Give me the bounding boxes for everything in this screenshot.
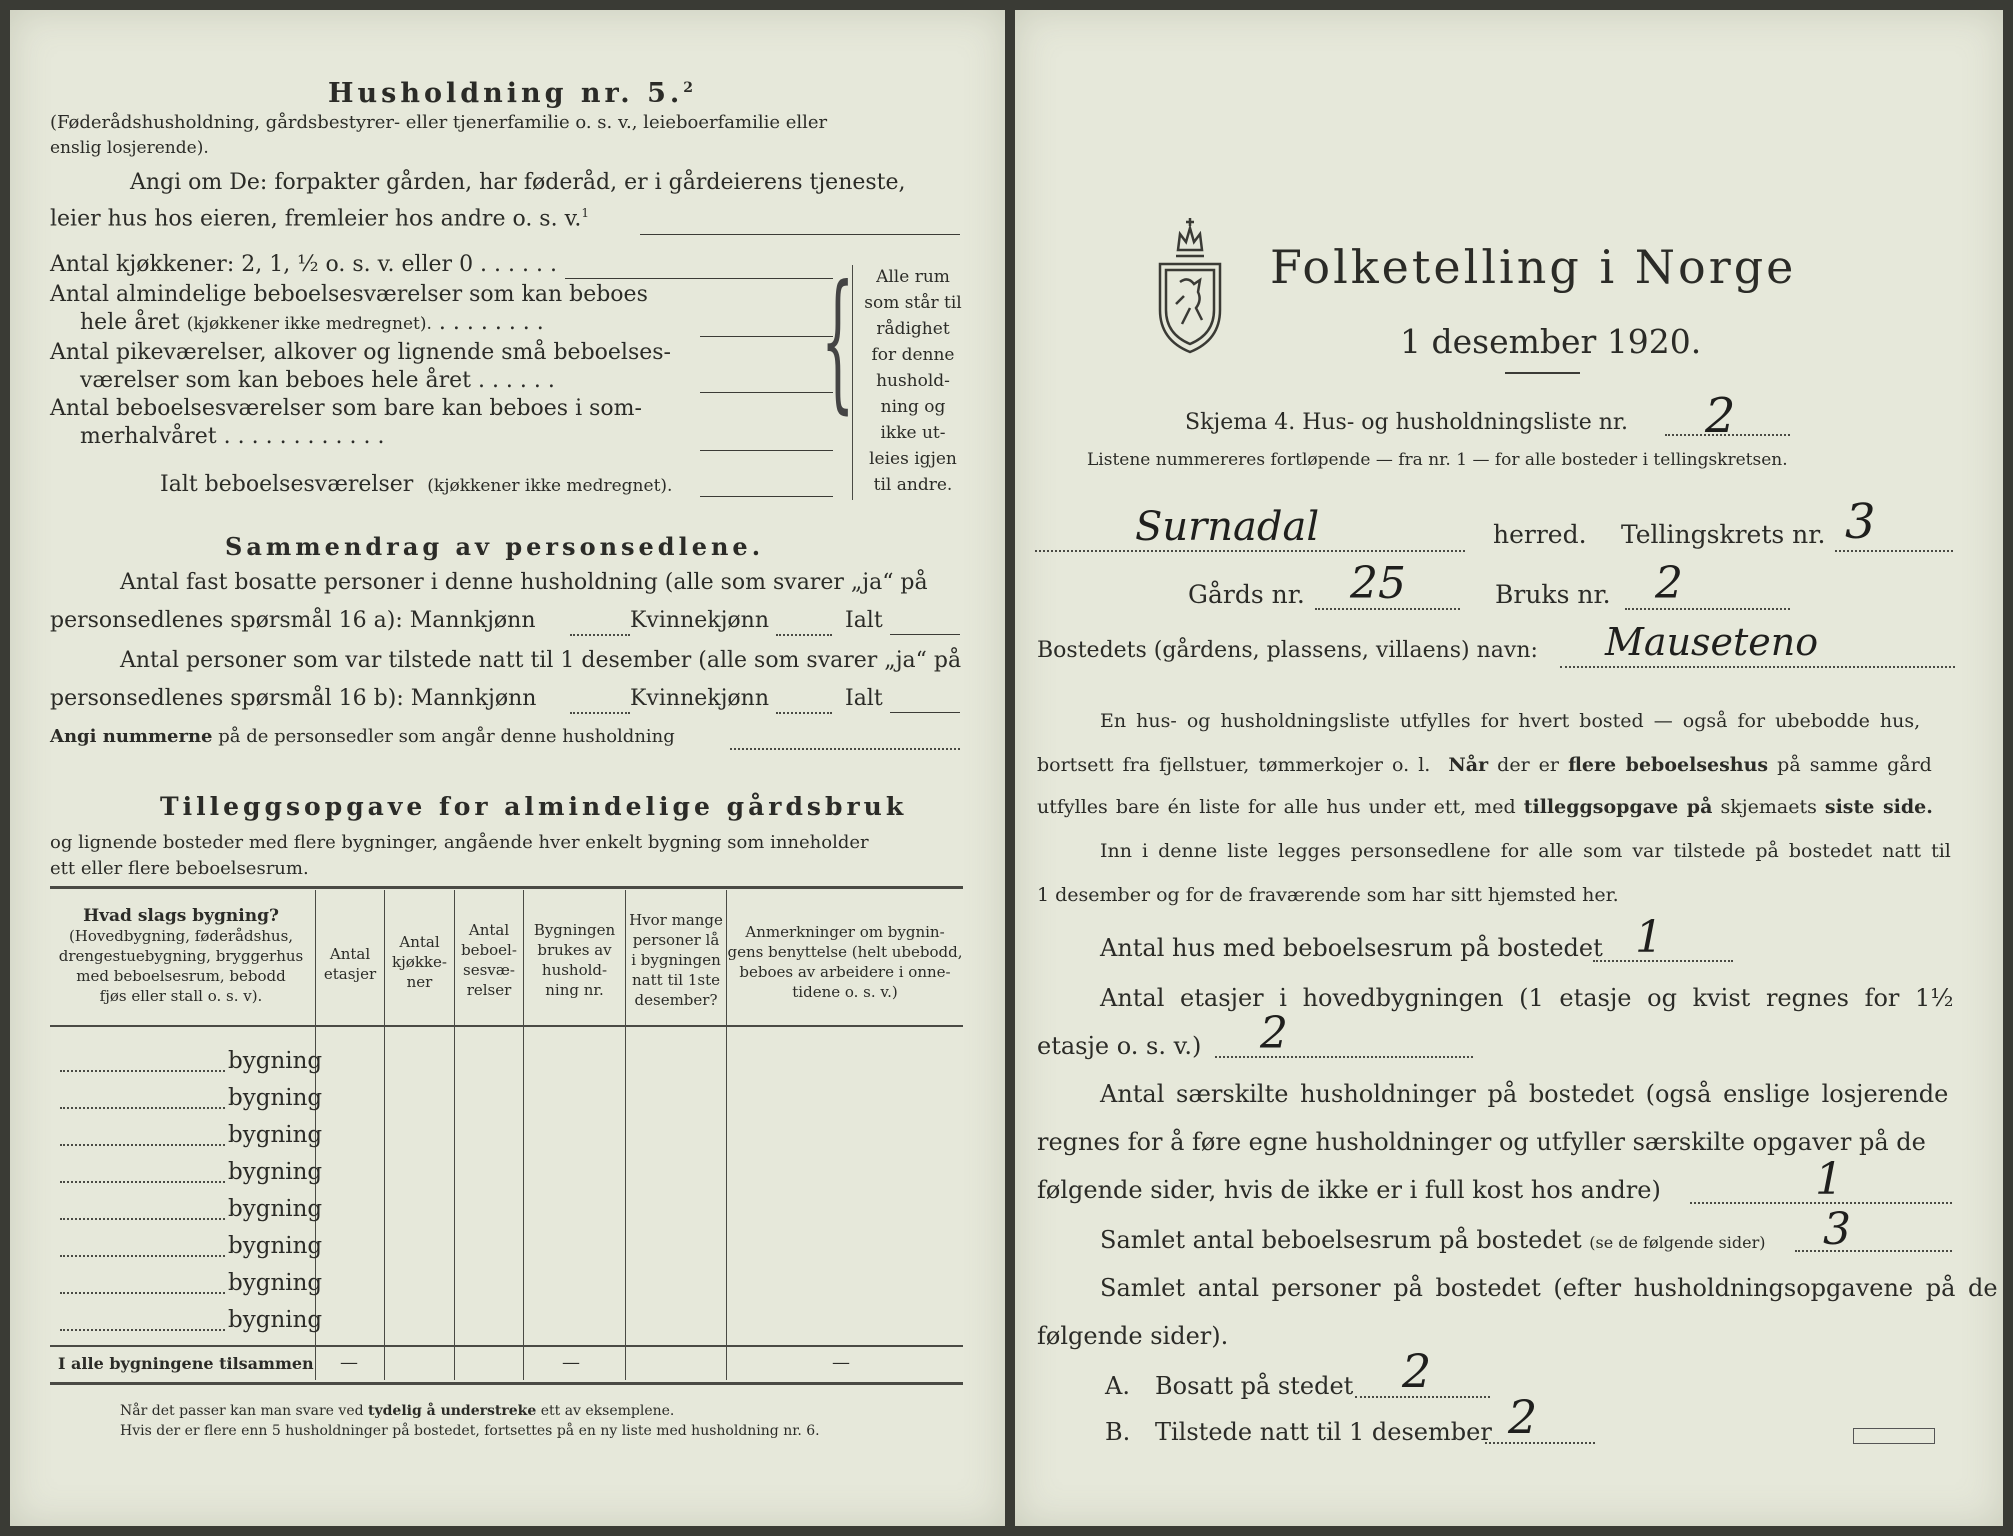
main-title: Folketelling i Norge [1270,240,1797,294]
ialt-b-field [890,712,960,713]
total-dash-etasjer: — [340,1352,358,1373]
table-row-4: bygning [228,1159,323,1185]
ialt-a-field [890,634,960,635]
bosted-value: Mauseteno [1605,620,1819,664]
rooms-line-5: værelser som kan beboes hele året . . . . . . [80,368,555,393]
rooms-answer-4 [700,450,833,451]
b-label: B. [1105,1418,1131,1446]
row-field-4 [60,1181,225,1183]
b-field [1485,1442,1595,1444]
angi-nummerne: Angi nummerne på de personsedler som angår denne husholdning [50,726,675,747]
mann-a-field [570,634,630,636]
q-hus-field [1593,960,1733,962]
table-header-border [50,1025,963,1027]
instruction-5: 1 desember og for de fraværende som har sitt hjemsted her. [1037,884,1619,906]
rooms-line-4: Antal pikeværelser, alkover og lignende små beboelses- [50,340,671,365]
angi-line-1: Angi om De: forpakter gården, har føderåd, er i gårdeierens tjeneste, [130,170,906,195]
summary-line-2a: Antal personer som var tilstede natt til 1 desember (alle som svarer „ja“ på [120,648,962,673]
table-row-1: bygning [228,1048,323,1074]
row-field-1 [60,1070,225,1072]
instruction-3: utfylles bare én liste for alle hus under ett, med tilleggsopgave på skjemaets siste side. [1037,796,1933,818]
ialt-answer-line [700,496,833,497]
rooms-answer-3 [700,392,833,393]
b-value: 2 [1508,1390,1538,1444]
tellingskrets-field [1835,550,1953,552]
summary-title: Sammendrag av personsedlene. [225,532,765,561]
table-row-3: bygning [228,1122,323,1148]
skjema-field [1665,434,1790,436]
summary-line-1a: Antal fast bosatte personer i denne husholdning (alle som svarer „ja“ på [120,570,928,595]
table-row-7: bygning [228,1270,323,1296]
table-row-5: bygning [228,1196,323,1222]
kvinne-b-field [776,712,832,714]
listene-note: Listene nummereres fortløpende — fra nr. 1 — for alle bosteder i tellingskretsen. [1087,450,1788,470]
skjema-label: Skjema 4. Hus- og husholdningsliste nr. [1185,410,1628,435]
rooms-line-6: Antal beboelsesværelser som bare kan beboes i som- [50,396,642,421]
col-header-vaerelser: Antal beboel- sesvæ- relser [461,921,517,999]
table-top-border [50,886,963,889]
row-field-2 [60,1107,225,1109]
tillegg-line-1: og lignende bosteder med flere bygninger, angående hver enkelt bygning som inneholder [50,832,869,853]
gards-label: Gårds nr. [1188,580,1305,609]
skjema-value: 2 [1705,388,1736,444]
angi-answer-line [640,234,960,235]
household-note-1: (Føderådshusholdning, gårdsbestyrer- eller tjenerfamilie o. s. v., leieboerfamilie eller [50,112,828,133]
q-rum-field [1795,1250,1952,1252]
q-etasjer-line-2: etasje o. s. v.) [1037,1032,1202,1060]
col-header-etasjer: Antal etasjer [323,945,377,983]
a-label: A. [1105,1372,1130,1400]
total-dash-anmerkninger: — [832,1352,850,1373]
col-header-personer: Hvor mange personer lå i bygningen natt til 1ste desember? [629,911,723,1009]
q-hush-line-3: følgende sider, hvis de ikke er i full kost hos andre) [1037,1176,1661,1204]
instruction-4: Inn i denne liste legges personsedlene for alle som var tilstede på bostedet natt til [1100,840,1951,862]
household-title: Husholdning nr. 5.$^2$ [328,78,698,109]
table-body [50,1048,963,1348]
row-field-5 [60,1218,225,1220]
q-hush-field [1690,1202,1952,1204]
rooms-line-2: Antal almindelige beboelsesværelser som kan beboes [50,282,648,307]
row-field-6 [60,1255,225,1257]
footnote-1: Når det passer kan man svare ved tydelig å understreke ett av eksemplene. [120,1403,675,1419]
bruks-label: Bruks nr. [1495,580,1611,609]
q-hush-line-1: Antal særskilte husholdninger på bostedet (også enslige losjerende [1100,1080,1949,1108]
tellingskrets-value: 3 [1845,494,1876,550]
rooms-line-1: Antal kjøkkener: 2, 1, ½ o. s. v. eller 0 . . . . . . [50,252,557,277]
angi-nummerne-field [730,748,960,750]
q-etasjer-field [1215,1056,1473,1058]
rooms-answer-2 [700,336,833,337]
col-header-kjokkener: Antal kjøkke- ner [392,933,447,991]
tillegg-line-2: ett eller flere beboelsesrum. [50,858,309,879]
table-row-2: bygning [228,1085,323,1111]
right-page [1015,10,2003,1526]
coat-of-arms-icon [1150,200,1230,360]
left-page [10,10,1005,1526]
col-header-anmerkninger: Anmerkninger om bygnin- gens benyttelse (helt ubebodd, beboes av arbeidere i onne- tidene o. s. v.) [727,923,963,1001]
table-row-8: bygning [228,1307,323,1333]
bruks-field [1625,608,1790,610]
herred-value: Surnadal [1135,504,1320,550]
summary-line-2b: personsedlenes spørsmål 16 b): Mannkjønn [50,686,537,711]
herred-label: herred. [1493,520,1587,549]
total-label: I alle bygningene tilsammen [58,1354,314,1373]
kvinne-b-label: Kvinnekjønn [630,686,769,711]
a-text: Bosatt på stedet [1155,1372,1354,1400]
rooms-line-3: hele året (kjøkkener ikke medregnet). . . . . . . . . [80,310,544,335]
gards-value: 25 [1350,558,1406,609]
table-bottom-border [50,1382,963,1385]
angi-line-2: leier hus hos eieren, fremleier hos andre o. s. v.$^1$ [50,206,590,232]
q-pers-line-2: følgende sider). [1037,1322,1229,1350]
instruction-1: En hus- og husholdningsliste utfylles for hvert bosted — også for ubebodde hus, [1100,710,1921,732]
tillegg-title: Tilleggsopgave for almindelige gårdsbruk [160,792,908,821]
title-rule [1505,372,1580,374]
printer-stamp [1853,1428,1935,1444]
brace-icon: { [821,254,855,428]
b-text: Tilstede natt til 1 desember [1155,1418,1492,1446]
q-hus-value: 1 [1635,912,1663,963]
kvinne-a-field [776,634,832,636]
col-header-husholdning: Bygningen brukes av hushold- ning nr. [533,921,616,999]
rooms-line-7: merhalvåret . . . . . . . . . . . . [80,424,385,449]
a-value: 2 [1402,1344,1432,1398]
q-hus-label: Antal hus med beboelsesrum på bostedet [1100,934,1603,962]
rooms-answer-1 [565,278,833,279]
ialt-a-label: Ialt [845,608,883,633]
summary-line-1b: personsedlenes spørsmål 16 a): Mannkjønn [50,608,536,633]
tellingskrets-label: Tellingskrets nr. [1621,520,1826,549]
q-hush-value: 1 [1815,1154,1843,1205]
row-field-3 [60,1144,225,1146]
bosted-label: Bostedets (gårdens, plassens, villaens) navn: [1037,638,1538,663]
q-rum-label: Samlet antal beboelsesrum på bostedet (se de følgende sider) [1100,1226,1766,1254]
bosted-field [1560,666,1955,668]
mann-b-field [570,712,630,714]
q-hush-line-2: regnes for å føre egne husholdninger og utfyller særskilte opgaver på de [1037,1128,1926,1156]
col-header-building: Hvad slags bygning? (Hovedbygning, føderådshus, drengestuebygning, bryggerhus med beboelsesrum, bebodd fjøs eller stall o. s. v). [58,906,304,1005]
gards-field [1315,608,1460,610]
row-field-7 [60,1292,225,1294]
ialt-rooms: Ialt beboelsesværelser (kjøkkener ikke medregnet). [160,472,673,497]
q-etasjer-value: 2 [1260,1008,1288,1059]
total-dash-husholdning: — [562,1352,580,1373]
q-pers-line-1: Samlet antal personer på bostedet (efter husholdningsopgavene på de [1100,1274,1998,1302]
bruks-value: 2 [1655,558,1683,609]
brace-note: Alle rum som står til rådighet for denne hushold- ning og ikke ut- leies igjen til andre. [864,267,962,495]
instruction-2: bortsett fra fjellstuer, tømmerkojer o. l. Når der er flere beboelseshus på samme gård [1037,754,1932,776]
household-note-2: enslig losjerende). [50,138,209,158]
census-date: 1 desember 1920. [1400,322,1702,361]
row-field-8 [60,1329,225,1331]
q-etasjer-line-1: Antal etasjer i hovedbygningen (1 etasje og kvist regnes for 1½ [1100,984,1954,1012]
kvinne-a-label: Kvinnekjønn [630,608,769,633]
footnote-2: Hvis der er flere enn 5 husholdninger på bostedet, fortsettes på en ny liste med husholdning nr. 6. [120,1423,820,1439]
herred-field [1035,550,1465,552]
q-rum-value: 3 [1823,1204,1851,1255]
a-field [1355,1396,1490,1398]
brace-divider [852,265,853,500]
ialt-b-label: Ialt [845,686,883,711]
table-row-6: bygning [228,1233,323,1259]
